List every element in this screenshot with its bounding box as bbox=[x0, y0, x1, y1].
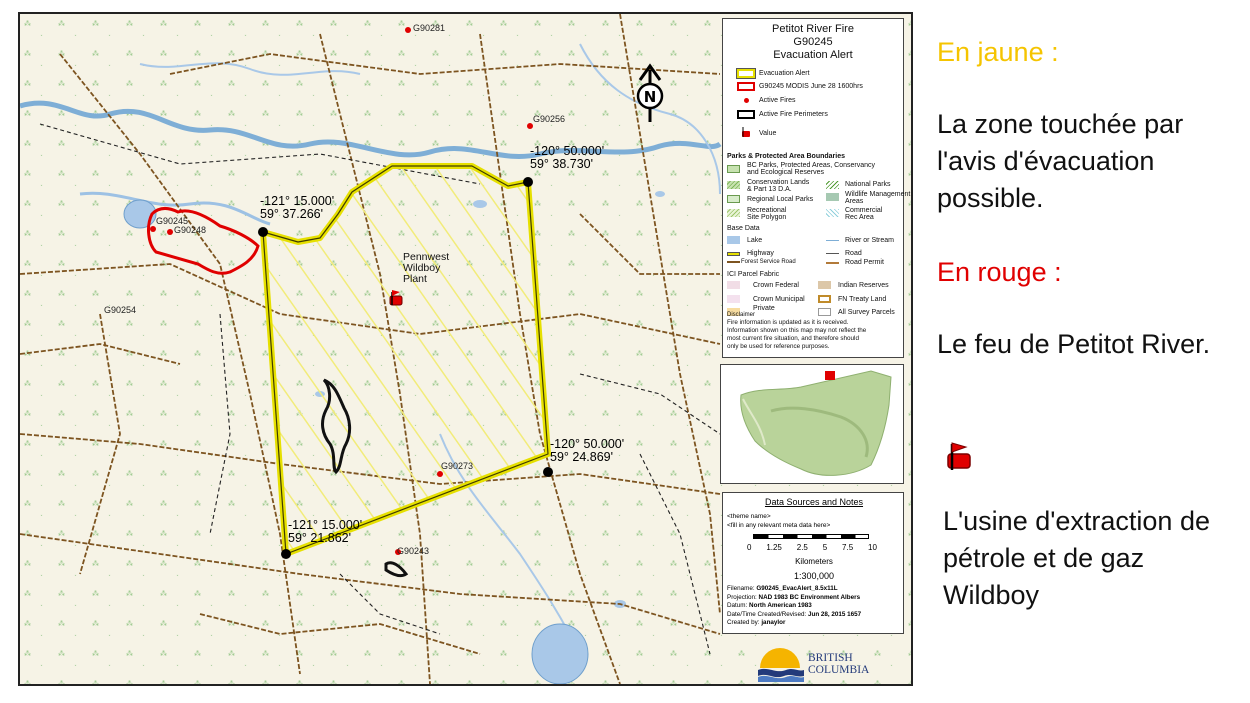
legend-evac-swatch bbox=[737, 69, 755, 78]
legend-fsr: Forest Service Road bbox=[741, 259, 796, 265]
legend-conservation-line1: Conservation Lands bbox=[747, 179, 810, 186]
legend-river-swatch bbox=[826, 240, 839, 241]
inset-fire-location bbox=[825, 371, 835, 380]
legend-river: River or Stream bbox=[845, 237, 895, 244]
fire-label-g90281: G90281 bbox=[413, 23, 446, 33]
legend-fire-dot bbox=[744, 98, 749, 103]
fire-point-g90245 bbox=[150, 226, 156, 232]
legend-parks-heading: Parks & Protected Area Boundaries bbox=[727, 153, 846, 160]
annotation-red-text: Le feu de Petitot River. bbox=[937, 329, 1211, 359]
legend-permit-swatch bbox=[826, 262, 839, 264]
legend-recreational-line2: Site Polygon bbox=[747, 214, 787, 221]
meta-row-created-by: Created by: janaylor bbox=[727, 619, 786, 627]
legend-road-swatch bbox=[826, 253, 839, 254]
legend-crown-federal: Crown Federal bbox=[753, 282, 799, 289]
legend-indian-reserves: Indian Reserves bbox=[838, 282, 889, 289]
disclaimer-line3: most current fire situation, and therefore should bbox=[727, 335, 859, 342]
legend-fsr-swatch bbox=[727, 261, 740, 263]
fire-label-g90273: G90273 bbox=[441, 461, 474, 471]
legend-perimeter-label: Active Fire Perimeters bbox=[759, 111, 828, 118]
legend-parks-bc-line2: and Ecological Reserves bbox=[747, 169, 825, 176]
legend-regional: Regional Local Parks bbox=[747, 196, 814, 203]
logo-line2: COLUMBIA bbox=[808, 664, 870, 676]
coord-ne-lon: -120° 50.000' bbox=[530, 144, 605, 158]
legend-fire-label: Active Fires bbox=[759, 97, 796, 104]
coord-ne bbox=[530, 145, 604, 171]
inset-map bbox=[720, 364, 904, 484]
legend-wildlife bbox=[845, 191, 910, 205]
legend-fn-treaty: FN Treaty Land bbox=[838, 296, 887, 303]
legend-all-survey: All Survey Parcels bbox=[838, 309, 895, 316]
legend-title-line1: Petitot River Fire bbox=[772, 23, 854, 35]
scale-ratio: 1:300,000 bbox=[793, 571, 835, 581]
notes-heading: Data Sources and Notes bbox=[764, 497, 864, 507]
legend-disclaimer bbox=[727, 319, 866, 351]
notes-panel bbox=[722, 492, 904, 634]
scale-tick-5: 10 bbox=[868, 543, 877, 552]
meta-row-date: Date/Time Created/Revised: Jun 28, 2015 1657 bbox=[727, 610, 862, 618]
legend-value-icon bbox=[741, 125, 751, 135]
legend-recreational bbox=[747, 207, 786, 221]
legend-conservation-swatch bbox=[727, 181, 740, 189]
disclaimer-line1: Fire information is updated as it is received. bbox=[727, 319, 849, 326]
plant-flag-icon bbox=[944, 440, 976, 476]
legend-lake-swatch bbox=[727, 236, 740, 244]
fire-label-g90243: G90243 bbox=[397, 546, 430, 556]
bc-logo bbox=[722, 638, 904, 682]
fire-label-g90254: G90254 bbox=[104, 305, 137, 315]
coord-nw bbox=[260, 195, 334, 221]
notes-metadata bbox=[727, 585, 861, 628]
scale-bar bbox=[753, 534, 869, 539]
legend-title bbox=[723, 23, 903, 62]
logo-text bbox=[808, 652, 869, 676]
lake-small-4 bbox=[655, 191, 665, 197]
coord-nw-lat: 59° 37.266' bbox=[260, 207, 323, 222]
legend-highway: Highway bbox=[747, 250, 774, 257]
legend-regional-swatch bbox=[727, 195, 740, 203]
plant-label-line1: Pennwest bbox=[403, 251, 450, 263]
coord-nw-lon: -121° 15.000' bbox=[260, 194, 335, 208]
scale-ticks bbox=[747, 543, 877, 552]
scale-tick-4: 7.5 bbox=[842, 543, 854, 552]
legend-crown-municipal: Crown Municipal bbox=[753, 296, 805, 303]
legend-value-label: Value bbox=[759, 130, 777, 137]
coord-ne-lat: 59° 38.730' bbox=[530, 157, 593, 172]
legend-base-heading: Base Data bbox=[727, 225, 760, 232]
scale-tick-2: 2.5 bbox=[796, 543, 808, 552]
scale-unit: Kilometers bbox=[795, 557, 833, 566]
coord-sw bbox=[288, 519, 362, 545]
coord-se-lat: 59° 24.869' bbox=[550, 450, 613, 465]
legend-title-line3: Evacuation Alert bbox=[773, 49, 853, 61]
corner-se-point bbox=[543, 467, 553, 477]
logo-line1: BRITISH bbox=[808, 652, 853, 664]
inset-bc-map bbox=[721, 365, 905, 485]
scale-tick-1: 1.25 bbox=[766, 543, 782, 552]
annotation-plant-text: L'usine d'extraction de pétrole et de gaz Wildboy bbox=[943, 506, 1210, 610]
lake-south bbox=[532, 624, 588, 684]
coord-sw-lat: 59° 21.862' bbox=[288, 531, 351, 546]
legend-road-permit: Road Permit bbox=[845, 259, 884, 266]
legend-modis-swatch bbox=[737, 82, 755, 91]
legend-disclaimer-label: Disclaimer bbox=[727, 312, 756, 318]
annotation-yellow-heading: En jaune : bbox=[937, 37, 1059, 67]
fire-point-g90281 bbox=[405, 27, 411, 33]
legend-commercial bbox=[845, 207, 882, 221]
legend-crown-federal-swatch bbox=[727, 281, 740, 289]
legend-private: Private bbox=[753, 305, 775, 312]
corner-nw-point bbox=[258, 227, 268, 237]
scale-tick-0: 0 bbox=[747, 543, 752, 552]
annotation-red-heading: En rouge : bbox=[937, 257, 1062, 287]
notes-fill: <fill in any relevant meta data here> bbox=[727, 522, 831, 529]
disclaimer-line2: Information shown on this map may not reflect the bbox=[727, 327, 867, 334]
plant-label-line2: Wildboy bbox=[403, 262, 441, 275]
legend-conservation-line2: & Part 13 D.A. bbox=[747, 186, 792, 193]
legend-modis-label: G90245 MODIS June 28 1600hrs bbox=[759, 83, 863, 90]
meta-row-datum: Datum: North American 1983 bbox=[727, 602, 812, 610]
disclaimer-line4: only be used for reference purposes. bbox=[727, 343, 830, 350]
scale-tick-3: 5 bbox=[822, 543, 828, 552]
legend-conservation bbox=[747, 179, 809, 193]
legend-title-line2: G90245 bbox=[793, 36, 833, 48]
legend-parks-bc bbox=[747, 162, 875, 176]
legend-road: Road bbox=[845, 250, 862, 257]
legend-crown-municipal-swatch bbox=[727, 295, 740, 303]
notes-theme: <theme name> bbox=[727, 513, 771, 520]
legend-wildlife-swatch bbox=[826, 193, 839, 201]
legend-survey-swatch bbox=[818, 308, 831, 316]
legend-wildlife-line2: Areas bbox=[845, 198, 864, 205]
legend-ici-heading: ICI Parcel Fabric bbox=[727, 271, 780, 278]
meta-row-projection: Projection: NAD 1983 BC Environment Albers bbox=[727, 593, 861, 601]
plant-label bbox=[403, 252, 449, 285]
coord-sw-lon: -121° 15.000' bbox=[288, 518, 363, 532]
legend-commercial-line1: Commercial bbox=[845, 207, 883, 214]
legend-national-parks: National Parks bbox=[845, 181, 891, 188]
legend-commercial-swatch bbox=[826, 209, 839, 217]
legend-commercial-line2: Rec Area bbox=[845, 214, 874, 221]
meta-row-filename: Filename: G90245_EvacAlert_8.5x11L bbox=[727, 585, 838, 592]
legend-lake: Lake bbox=[747, 237, 763, 244]
legend-evac-label: Evacuation Alert bbox=[759, 70, 810, 77]
legend-indian-swatch bbox=[818, 281, 831, 289]
coord-se-lon: -120° 50.000' bbox=[550, 437, 625, 451]
legend-perimeter-swatch bbox=[737, 110, 755, 119]
fire-label-g90245: G90245 bbox=[156, 216, 189, 226]
legend-panel bbox=[722, 18, 911, 358]
fire-label-g90248: G90248 bbox=[174, 225, 207, 235]
plant-label-line3: Plant bbox=[403, 273, 427, 286]
legend-recreational-swatch bbox=[727, 209, 740, 217]
legend-national-swatch bbox=[826, 181, 839, 189]
legend-wildlife-line1: Wildlife Management bbox=[845, 191, 911, 198]
fire-label-g90256: G90256 bbox=[533, 114, 566, 124]
legend-highway-swatch bbox=[727, 252, 740, 256]
corner-ne-point bbox=[523, 177, 533, 187]
annotation-yellow-text: La zone touchée par l'avis d'évacuation possible. bbox=[937, 109, 1184, 213]
legend-fn-swatch bbox=[818, 295, 831, 303]
legend-parks-swatch bbox=[727, 165, 740, 173]
bc-sun-icon bbox=[756, 642, 806, 682]
legend-parks-bc-line1: BC Parks, Protected Areas, Conservancy bbox=[747, 162, 875, 169]
fire-point-g90273 bbox=[437, 471, 443, 477]
fire-point-g90248 bbox=[167, 229, 173, 235]
corner-sw-point bbox=[281, 549, 291, 559]
legend-recreational-line1: Recreational bbox=[747, 207, 787, 214]
coord-se bbox=[550, 438, 624, 464]
svg-text:N: N bbox=[643, 88, 657, 106]
